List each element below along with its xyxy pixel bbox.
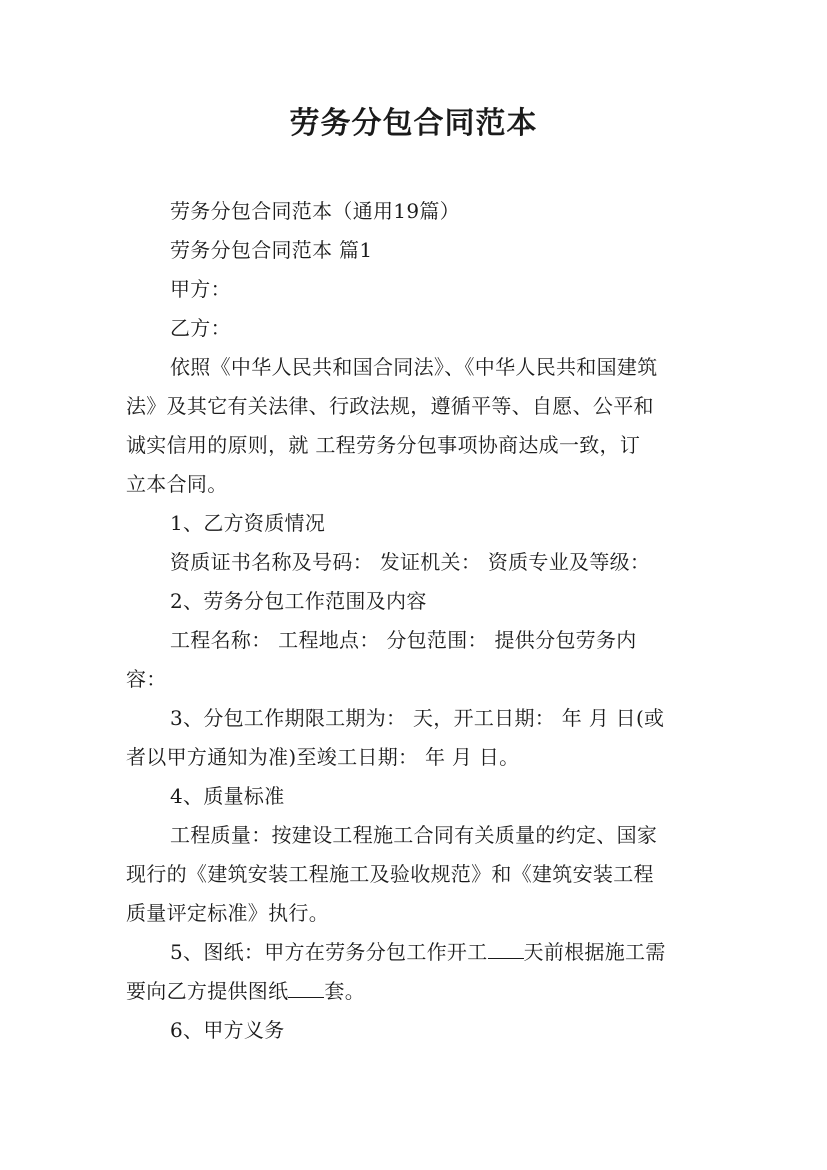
paragraph-line: 质量评定标准》执行。 [126, 901, 329, 925]
paragraph-line: 资质证书名称及号码： 发证机关： 资质专业及等级： [170, 550, 651, 574]
document-title: 劳务分包合同范本 [289, 106, 538, 141]
paragraph-line [170, 938, 666, 966]
paragraph-line: 容： [126, 667, 167, 691]
paragraph-line: 现行的《建筑安装工程施工及验收规范》和《建筑安装工程 [126, 862, 654, 886]
blank-underline [488, 938, 524, 959]
paragraph-line: 工程名称： 工程地点： 分包范围： 提供分包劳务内 [170, 628, 637, 652]
paragraph-line: 立本合同。 [126, 472, 228, 496]
paragraph-line: 3、分包工作期限工期为： 天，开工日期： 年 月 日(或 [170, 706, 665, 730]
clause-heading: 1、乙方资质情况 [170, 511, 326, 535]
party-a-line: 甲方： [170, 277, 231, 301]
section-heading: 劳务分包合同范本 篇1 [170, 238, 373, 262]
party-b-line: 乙方： [170, 316, 231, 340]
paragraph-line: 依照《中华人民共和国合同法》、《中华人民共和国建筑 [170, 355, 658, 379]
text-segment: 套。 [324, 979, 366, 1003]
paragraph-line: 法》及其它有关法律、行政法规，遵循平等、自愿、公平和 [126, 394, 654, 418]
paragraph-line: 诚实信用的原则，就 工程劳务分包事项协商达成一致，订 [126, 433, 641, 457]
clause-heading: 4、质量标准 [170, 784, 285, 808]
clause-heading: 6、甲方义务 [170, 1018, 285, 1042]
paragraph-line [126, 977, 365, 1005]
text-segment: 要向乙方提供图纸 [126, 979, 289, 1003]
clause-heading: 2、劳务分包工作范围及内容 [170, 589, 427, 613]
subtitle-line: 劳务分包合同范本（通用19篇） [170, 199, 460, 223]
blank-underline [288, 977, 324, 998]
text-segment: 天前根据施工需 [523, 940, 666, 964]
paragraph-line: 者以甲方通知为准)至竣工日期： 年 月 日。 [126, 745, 520, 769]
text-segment: 5、图纸：甲方在劳务分包工作开工 [170, 940, 488, 964]
paragraph-line: 工程质量：按建设工程施工合同有关质量的约定、国家 [170, 823, 658, 847]
